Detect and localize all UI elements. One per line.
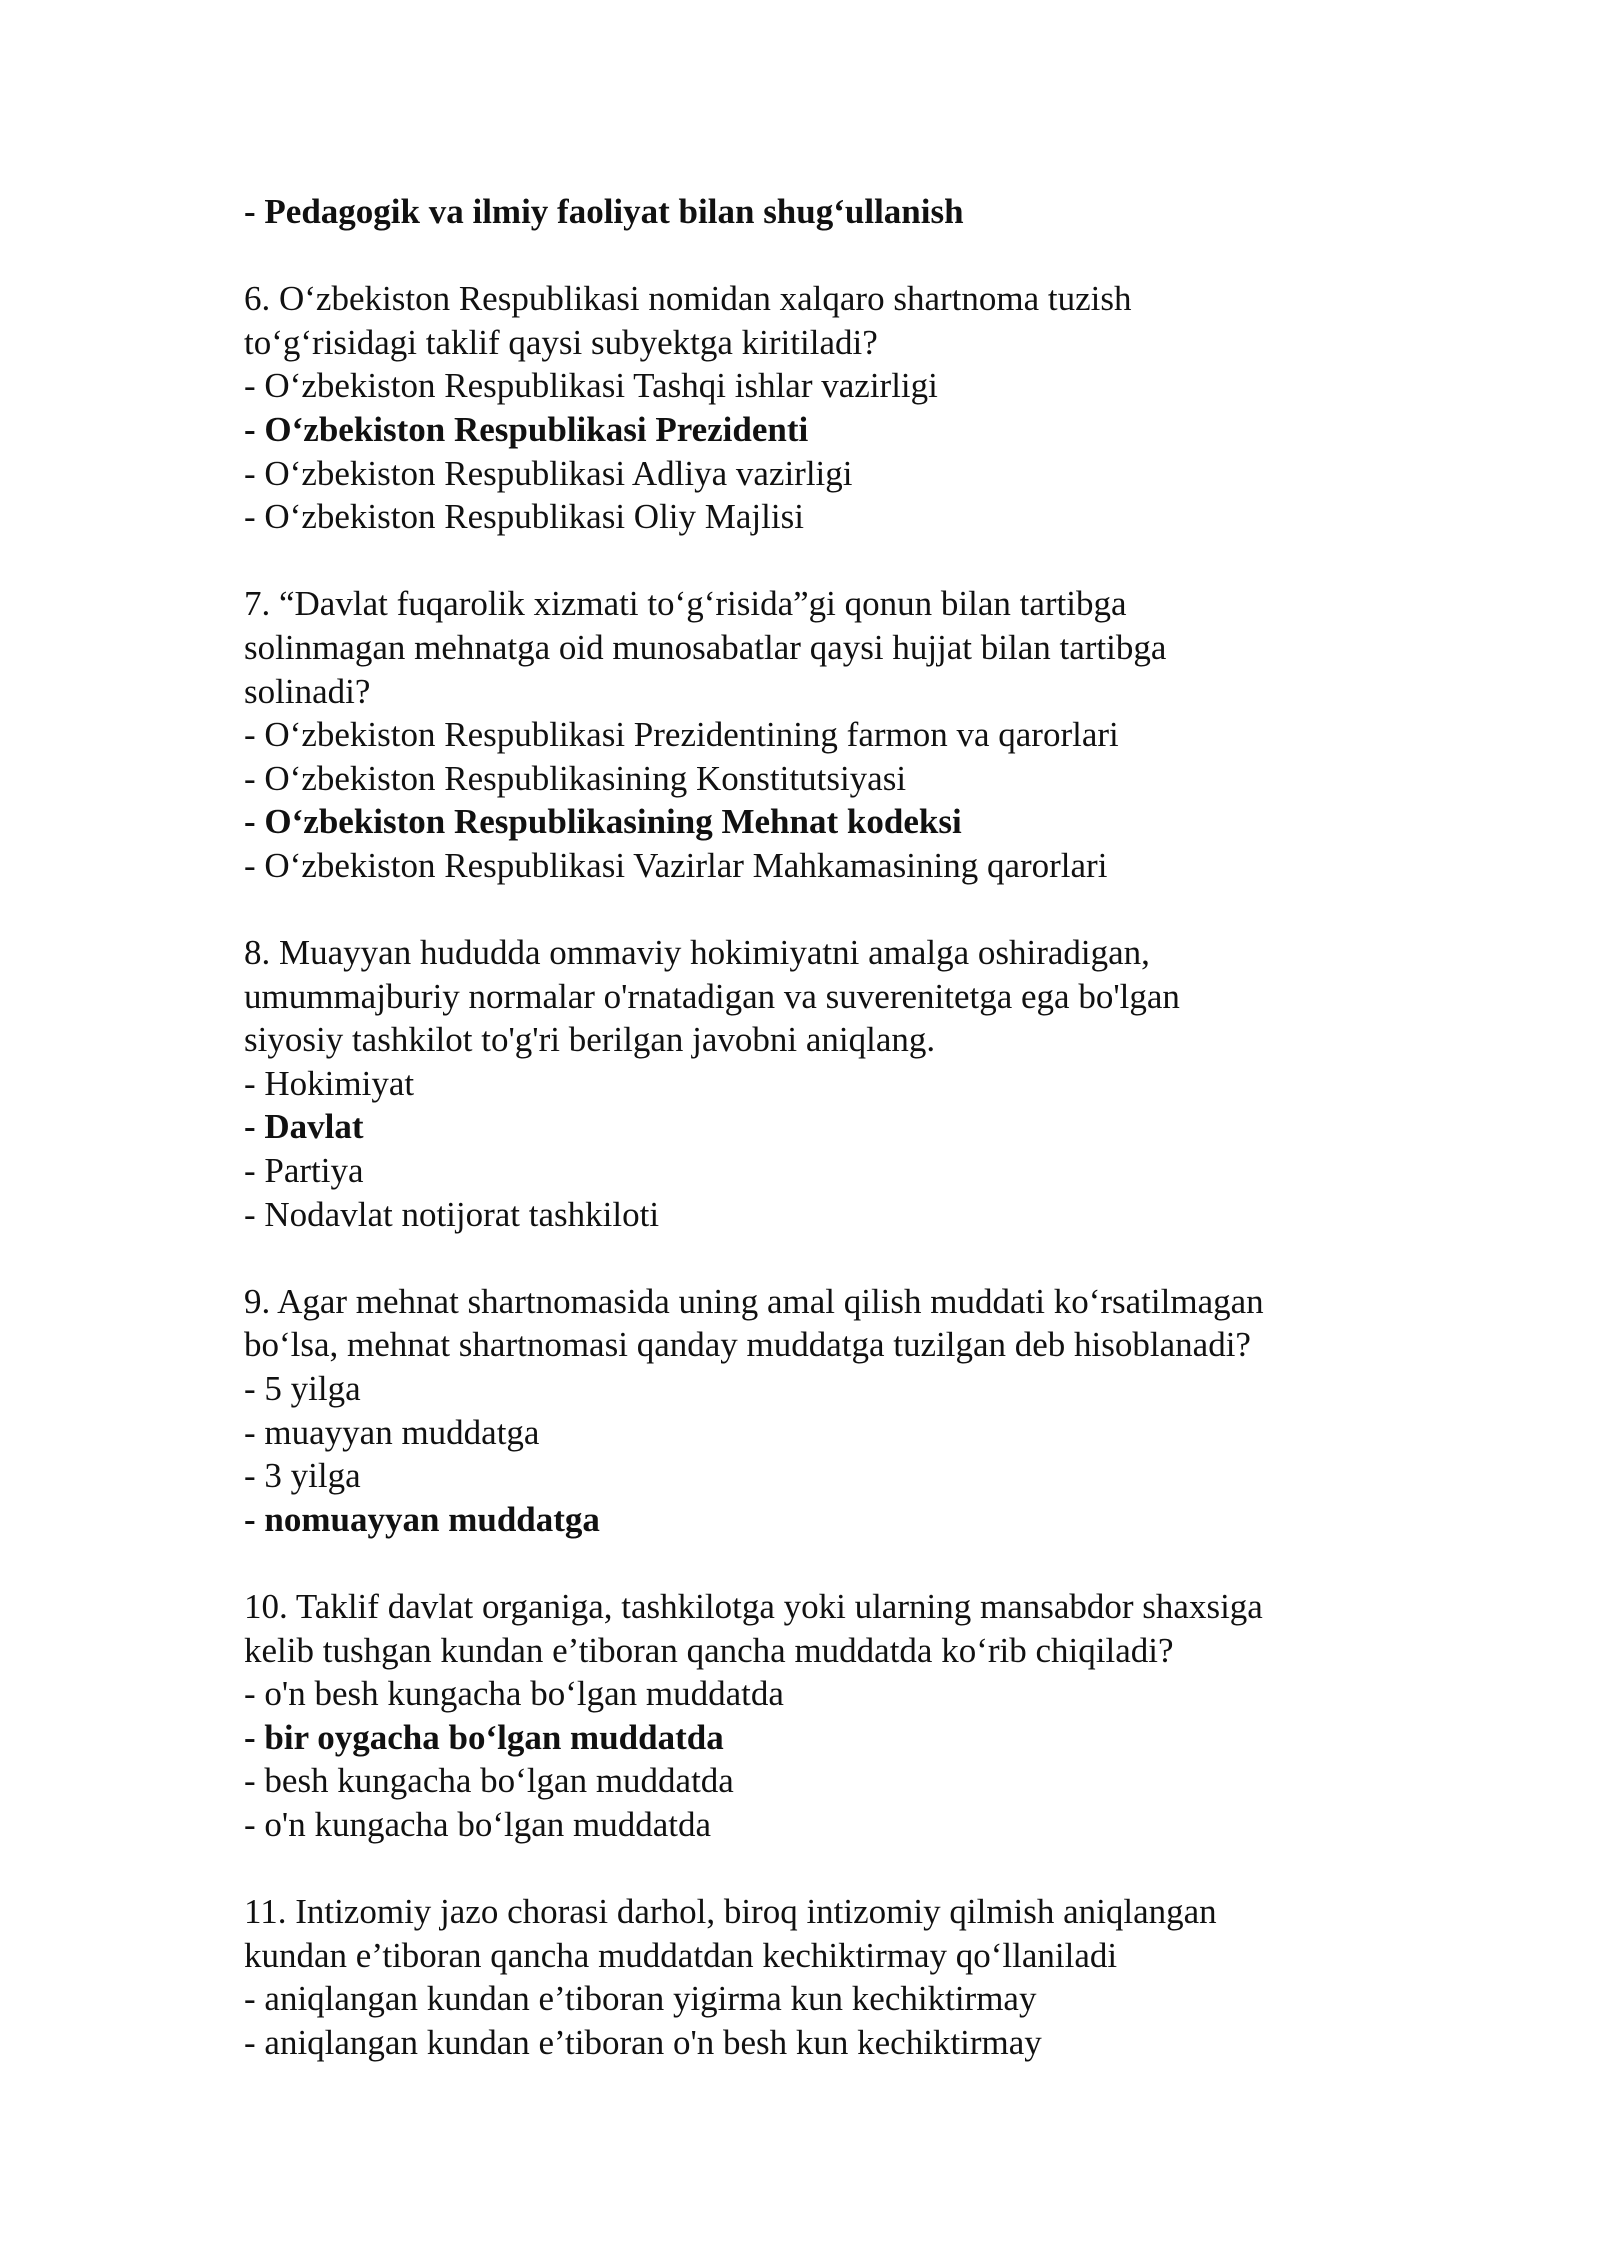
answer-option: - Nodavlat notijorat tashkiloti xyxy=(244,1194,660,1234)
question-block-7 xyxy=(244,582,1424,887)
question-text: umummajburiy normalar o'rnatadigan va suverenitetga ega bo'lgan xyxy=(244,976,1180,1016)
answer-option-correct: - O‘zbekiston Respublikasining Mehnat kodeksi xyxy=(244,802,962,842)
spacer xyxy=(244,539,1424,583)
answer-option-correct: - bir oygacha bo‘lgan muddatda xyxy=(244,1717,724,1757)
question-text: 11. Intizomiy jazo chorasi darhol, biroq intizomiy qilmish aniqlangan xyxy=(244,1892,1217,1932)
spacer xyxy=(244,234,1424,278)
answer-option: - 5 yilga xyxy=(244,1369,361,1409)
answer-option-correct: - nomuayyan muddatga xyxy=(244,1499,600,1539)
answer-option: - aniqlangan kundan e’tiboran o'n besh kun kechiktirmay xyxy=(244,2022,1042,2062)
question-text: 9. Agar mehnat shartnomasida uning amal qilish muddati ko‘rsatilmagan xyxy=(244,1281,1264,1321)
answer-option: - O‘zbekiston Respublikasi Prezidentining farmon va qarorlari xyxy=(244,715,1119,755)
answer-option: - o'n besh kungacha bo‘lgan muddatda xyxy=(244,1674,784,1714)
spacer xyxy=(244,1541,1424,1585)
answer-option: - aniqlangan kundan e’tiboran yigirma kun kechiktirmay xyxy=(244,1979,1037,2019)
question-text: kelib tushgan kundan e’tiboran qancha muddatda ko‘rib chiqiladi? xyxy=(244,1630,1174,1670)
question-text: kundan e’tiboran qancha muddatdan kechiktirmay qo‘llaniladi xyxy=(244,1935,1118,1975)
question-text: to‘g‘risidagi taklif qaysi subyektga kiritiladi? xyxy=(244,322,878,362)
question-block-10 xyxy=(244,1585,1424,1847)
question-text: 8. Muayyan hududda ommaviy hokimiyatni amalga oshiradigan, xyxy=(244,933,1150,973)
answer-option: - Partiya xyxy=(244,1151,364,1191)
document-page xyxy=(244,190,1424,2065)
answer-option: - besh kungacha bo‘lgan muddatda xyxy=(244,1761,734,1801)
spacer xyxy=(244,888,1424,932)
question-text: 7. “Davlat fuqarolik xizmati to‘g‘risida”gi qonun bilan tartibga xyxy=(244,584,1127,624)
intro-answer: - Pedagogik va ilmiy faoliyat bilan shug‘ullanish xyxy=(244,192,964,231)
answer-option: - 3 yilga xyxy=(244,1456,361,1496)
question-text: siyosiy tashkilot to'g'ri berilgan javobni aniqlang. xyxy=(244,1020,936,1060)
answer-option: - O‘zbekiston Respublikasi Oliy Majlisi xyxy=(244,497,804,537)
answer-option: - o'n kungacha bo‘lgan muddatda xyxy=(244,1804,711,1844)
question-block-11 xyxy=(244,1890,1424,2064)
answer-option: - O‘zbekiston Respublikasi Adliya vazirligi xyxy=(244,453,853,493)
spacer xyxy=(244,1236,1424,1280)
question-text: 6. O‘zbekiston Respublikasi nomidan xalqaro shartnoma tuzish xyxy=(244,279,1132,319)
question-block-8 xyxy=(244,931,1424,1236)
answer-option: - O‘zbekiston Respublikasining Konstitutsiyasi xyxy=(244,758,907,798)
question-text: solinmagan mehnatga oid munosabatlar qaysi hujjat bilan tartibga xyxy=(244,627,1167,667)
answer-option: - Hokimiyat xyxy=(244,1063,415,1103)
question-block-6 xyxy=(244,277,1424,539)
question-text: bo‘lsa, mehnat shartnomasi qanday muddatga tuzilgan deb hisoblanadi? xyxy=(244,1325,1251,1365)
answer-option-correct: - O‘zbekiston Respublikasi Prezidenti xyxy=(244,409,809,449)
answer-option: - O‘zbekiston Respublikasi Tashqi ishlar vazirligi xyxy=(244,366,938,406)
answer-option: - muayyan muddatga xyxy=(244,1412,540,1452)
spacer xyxy=(244,1847,1424,1891)
answer-option: - O‘zbekiston Respublikasi Vazirlar Mahkamasining qarorlari xyxy=(244,845,1108,885)
question-block-9 xyxy=(244,1280,1424,1542)
question-text: 10. Taklif davlat organiga, tashkilotga yoki ularning mansabdor shaxsiga xyxy=(244,1587,1263,1626)
answer-option-correct: - Davlat xyxy=(244,1107,364,1147)
question-text: solinadi? xyxy=(244,671,371,711)
